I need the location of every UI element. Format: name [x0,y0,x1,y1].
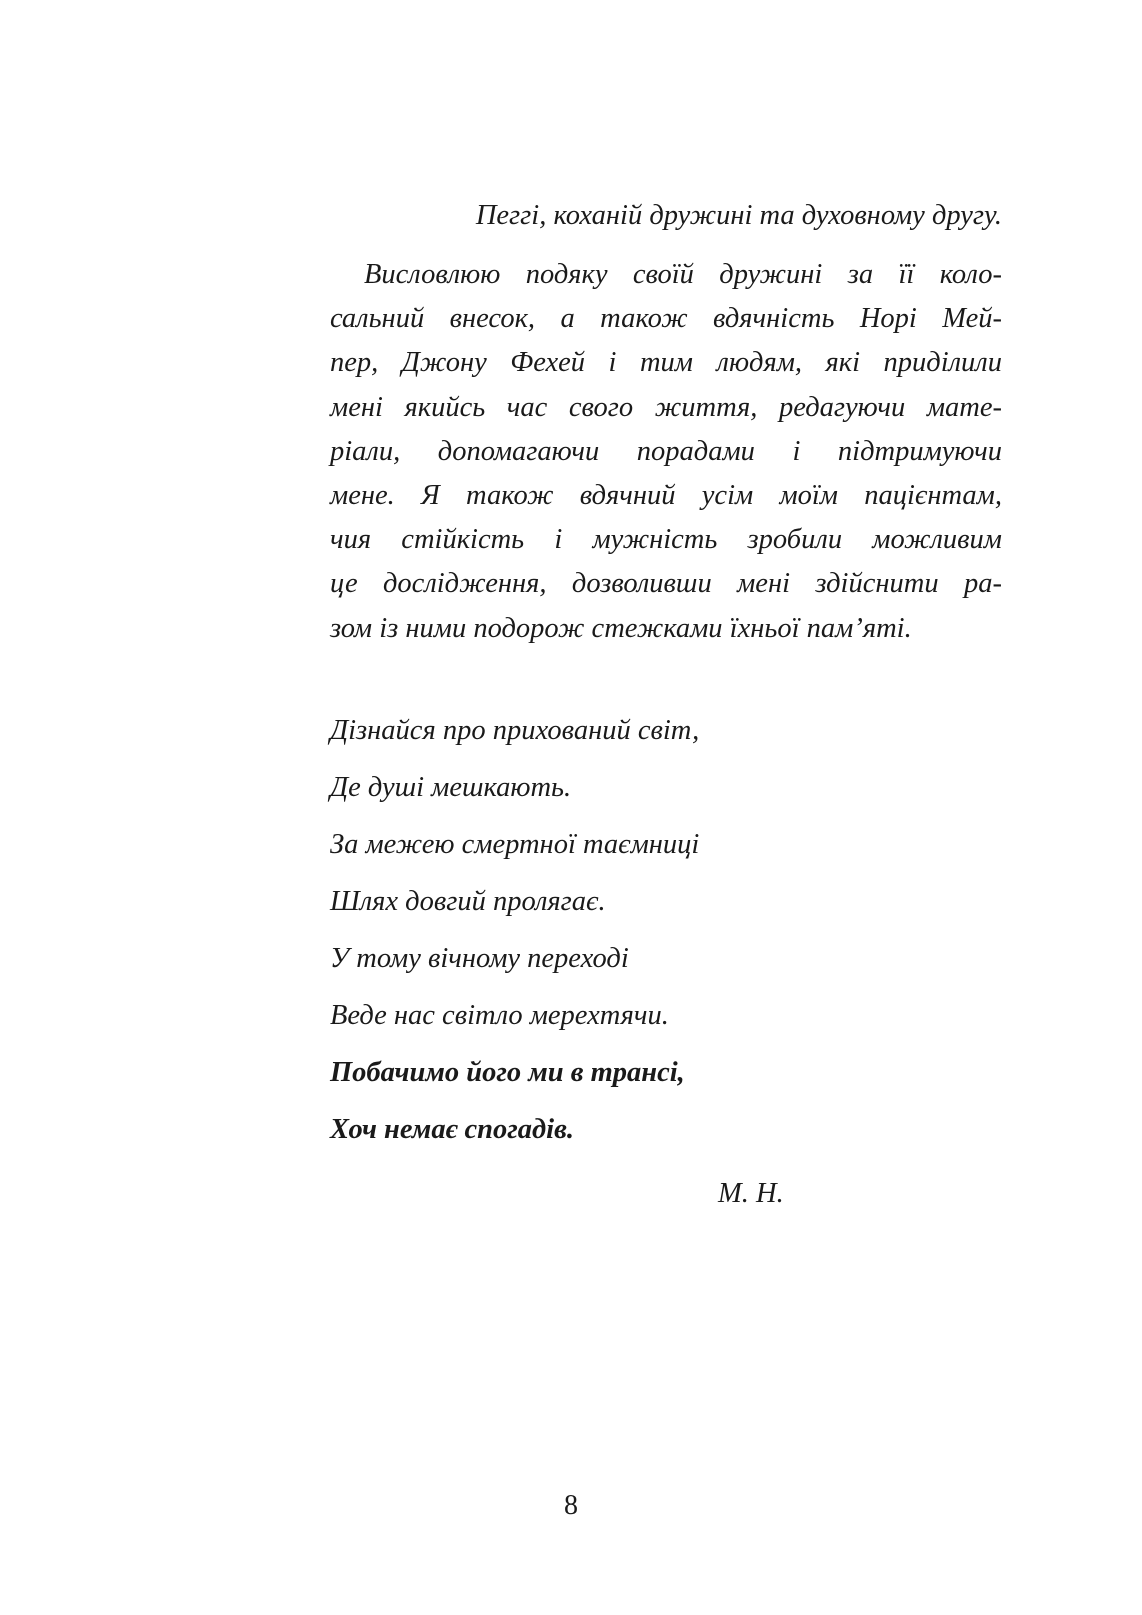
poem-line: Дізнайся про прихований світ, [330,715,700,746]
ack-line: сальний внесок, а також вдячність Норі Мей- [330,303,1002,335]
poem-line: Шлях довгий пролягає. [330,886,606,917]
ack-line: чия стійкість і мужність зробили можливим [330,524,1002,556]
poem-line: За межею смертної таємниці [330,829,700,860]
ack-line: це дослідження, дозволивши мені здійснити ра- [330,568,1002,600]
page-number: 8 [564,1490,578,1521]
ack-line: мене. Я також вдячний усім моїм пацієнтам, [330,480,1002,512]
acknowledgement-paragraph [330,253,1002,651]
poem-line: Побачимо його ми в трансі, [330,1057,685,1088]
ack-line: ріали, допомагаючи порадами і підтримуючи [330,435,1002,467]
poem-line: Веде нас світло мерехтячи. [330,1000,669,1031]
epigraph-poem [330,702,1002,1158]
poem-line: У тому вічному переході [330,943,629,974]
ack-line: зом із ними подорож стежками їхньої пам’яті. [330,612,912,644]
ack-line: пер, Джону Фехей і тим людям, які приділили [330,347,1002,379]
signature: М. Н. [718,1178,784,1209]
poem-line: Де душі мешкають. [330,772,572,803]
ack-line: Висловлюю подяку своїй дружині за її коло- [364,259,1002,290]
ack-line: мені якийсь час свого життя, редагуючи мате- [330,391,1002,423]
poem-line: Хоч немає спогадів. [330,1114,574,1145]
dedication: Пеггі, коханій дружині та духовному другу. [475,200,1002,231]
